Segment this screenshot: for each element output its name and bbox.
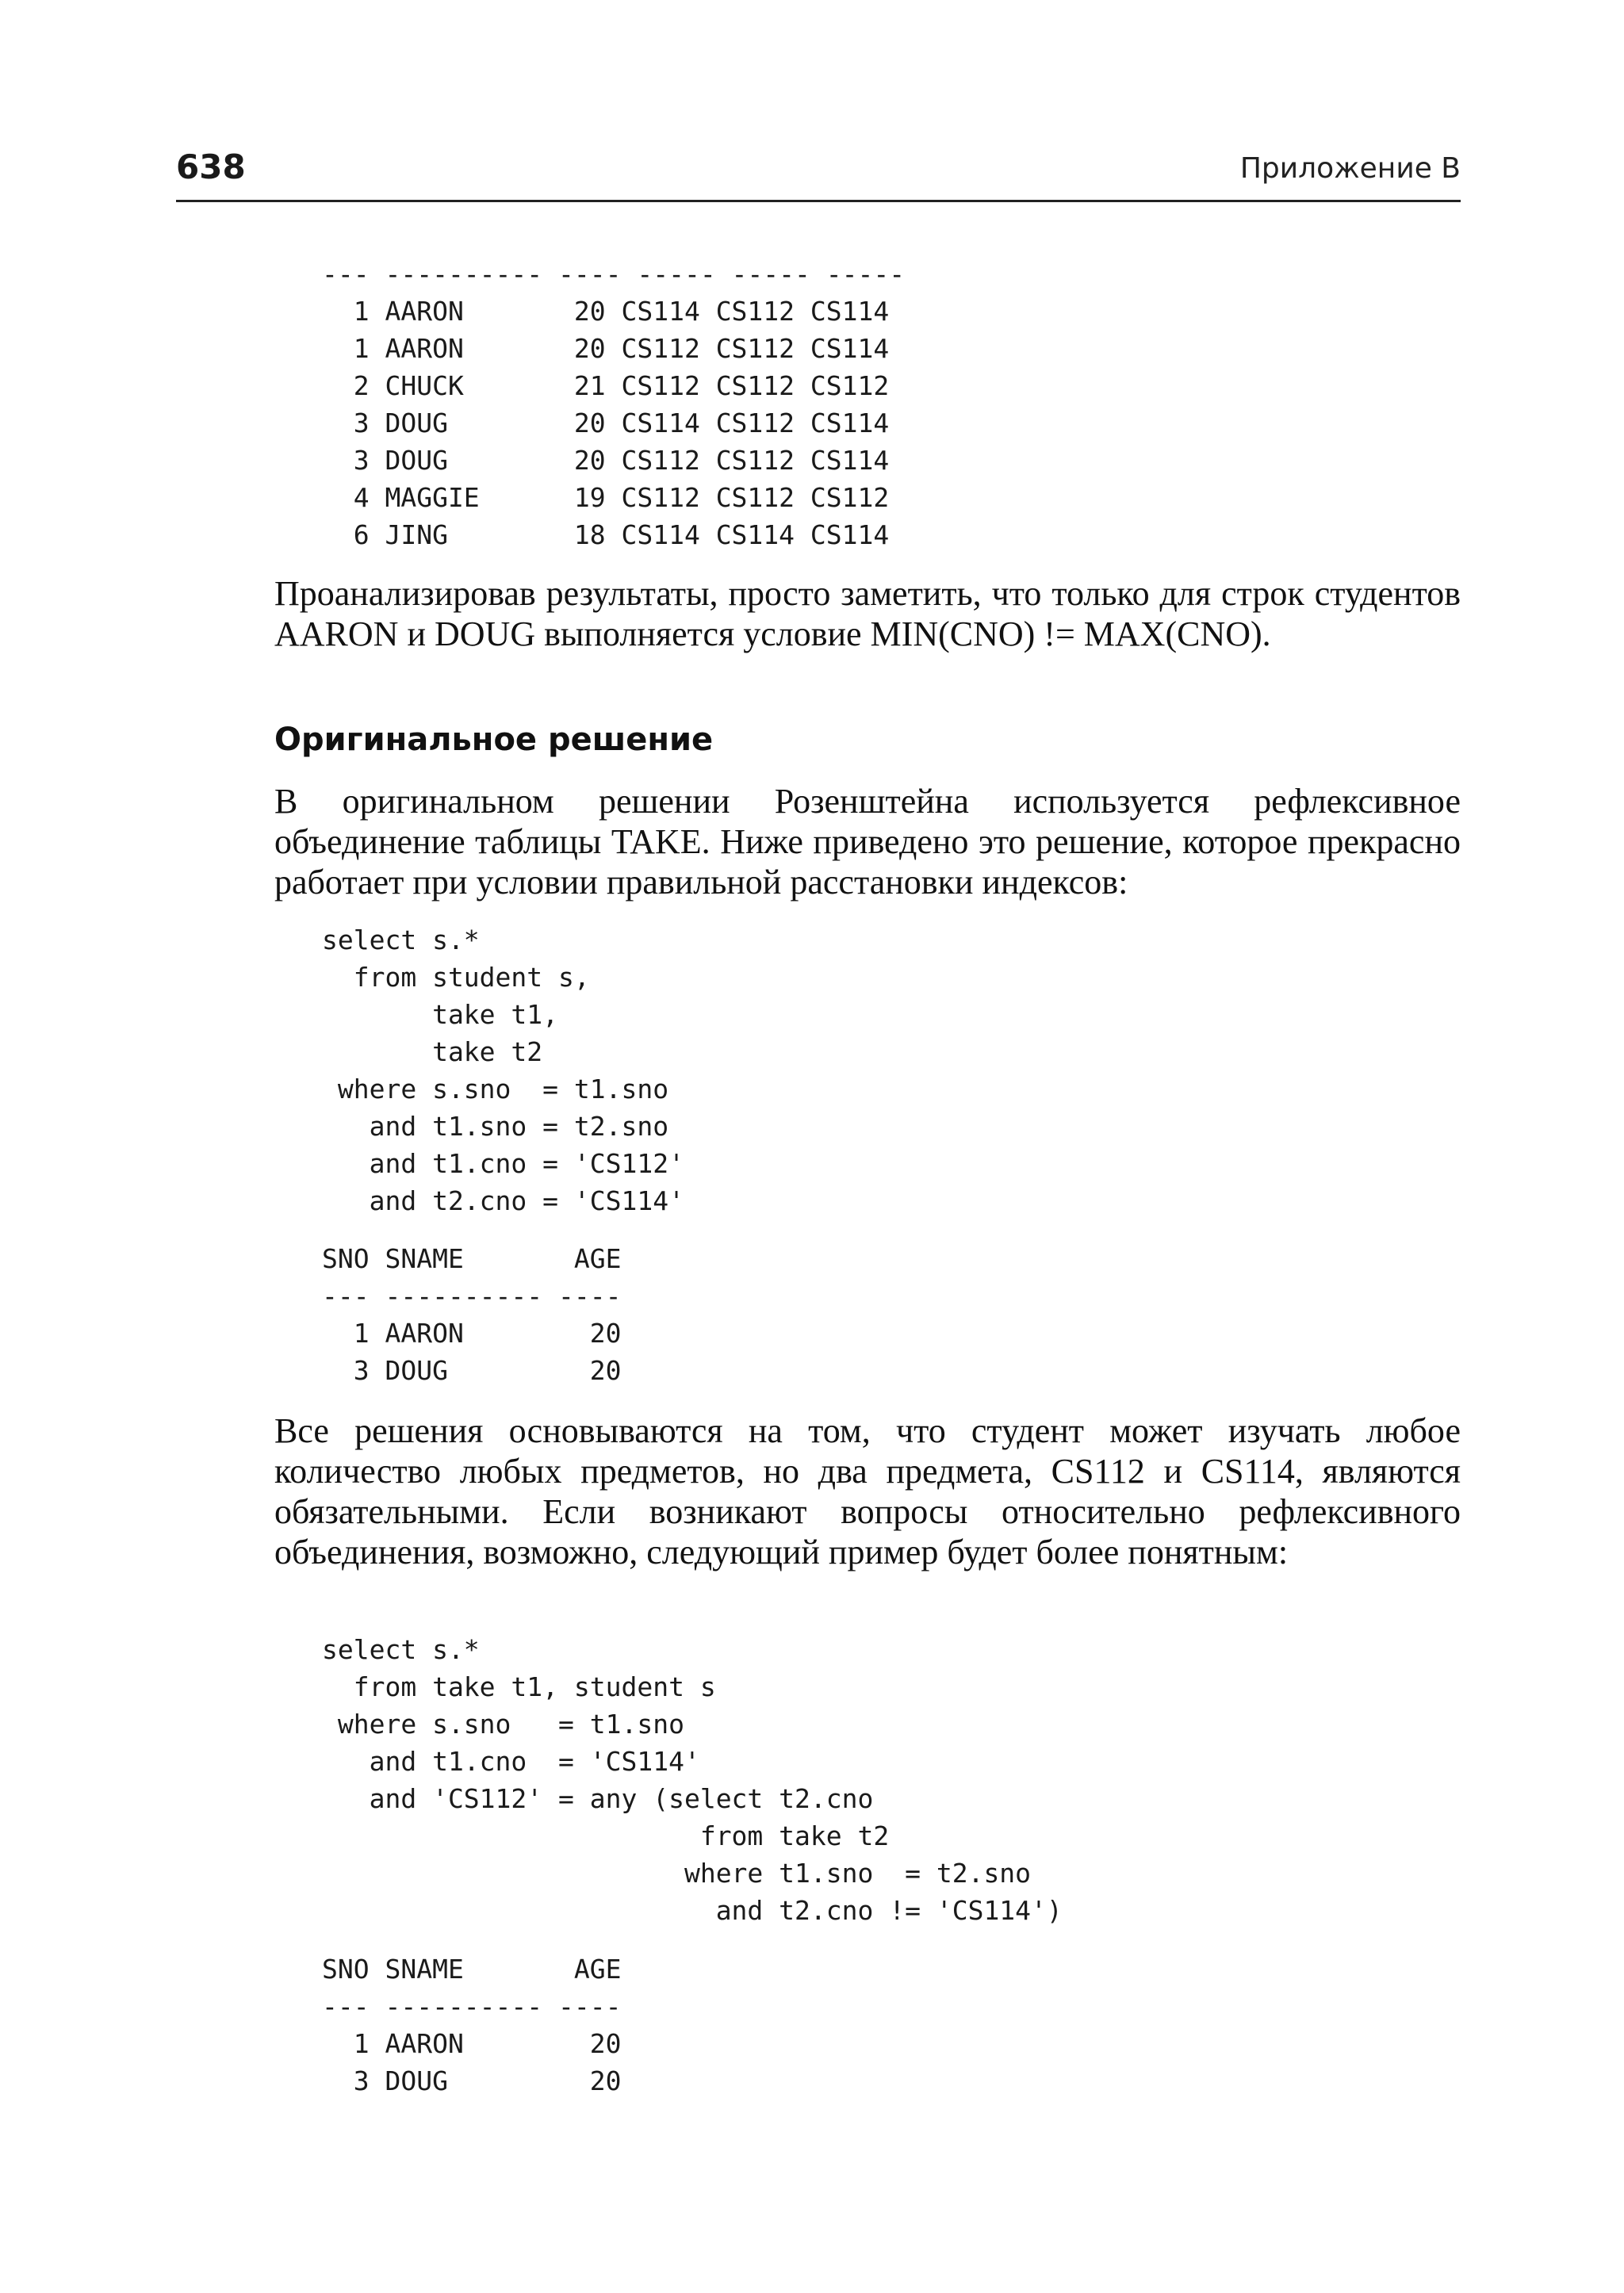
code-block-2: select s.* from take t1, student s where s.sno = t1.sno and t1.cno = 'CS114' and 'CS112' = any (select t2.cno from take t2 where t1.sno = t2.sno and t2.cno != 'CS114') (322, 1634, 1063, 1926)
result-table-1: --- ---------- ---- ----- ----- ----- 1 AARON 20 CS114 CS112 CS114 1 AARON 20 CS112 CS112 CS114 2 CHUCK 21 CS112 CS112 CS112 3 DOUG 20 CS114 CS112 CS114 3 DOUG 20 CS112 CS112 CS114 4 MAGGIE 19 CS112 CS112 CS112 6 JING 18 CS114 CS114 CS114 (322, 258, 906, 550)
running-head: Приложение В (1239, 152, 1461, 185)
paragraph-1: Проанализировав результаты, просто заметить, что только для строк студентов AARON и DOUG выполняется условие MIN(CNO) != MAX(CNO). (274, 574, 1461, 653)
result-table-2: SNO SNAME AGE --- ---------- ---- 1 AARON 20 3 DOUG 20 (322, 1243, 622, 1386)
page-number: 638 (176, 147, 246, 186)
paragraph-2: В оригинальном решении Розенштейна используется рефлексивное объединение таблицы TAKE. Ниже приведено это решение, которое прекрасно работает при условии правильной расстановки индексов: (274, 782, 1461, 902)
subheading: Оригинальное решение (274, 722, 714, 758)
code-block-1: select s.* from student s, take t1, take t2 where s.sno = t1.sno and t1.sno = t2.sno and t1.cno = 'CS112' and t2.cno = 'CS114' (322, 924, 684, 1216)
paragraph-3: Все решения основываются на том, что студент может изучать любое количество любых предметов, но два предмета, CS112 и CS114, являются обязательными. Если возникают вопросы относительно рефлексивного объединения, возможно, следующий пример будет более понятным: (274, 1411, 1461, 1571)
page-header (176, 143, 1461, 202)
result-table-3: SNO SNAME AGE --- ---------- ---- 1 AARON 20 3 DOUG 20 (322, 1954, 622, 2096)
